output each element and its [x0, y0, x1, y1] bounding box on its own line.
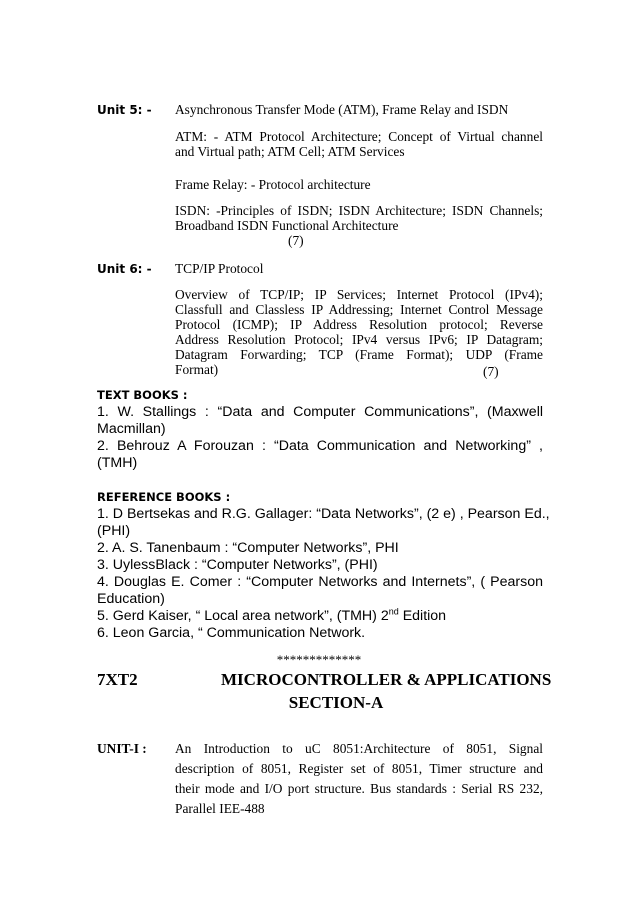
list-item: 6. Leon Garcia, “ Communication Network. — [97, 625, 366, 641]
list-item: (PHI) — [97, 523, 131, 539]
text-books-list — [97, 404, 543, 472]
section-title: SECTION-A — [288, 693, 384, 712]
unit5-frame-relay: Frame Relay: - Protocol architecture — [175, 177, 371, 192]
text-line: Protocol (ICMP); IP Address Resolution protocol; Reverse — [175, 317, 543, 332]
reference-books-list — [97, 506, 550, 642]
list-item: Education) — [97, 591, 165, 607]
unit1-paragraph — [175, 739, 543, 819]
unit5-title: Asynchronous Transfer Mode (ATM), Frame Relay and ISDN — [175, 102, 509, 117]
superscript: nd — [388, 606, 399, 617]
text-line: description of 8051, Register set of 8051, Timer structure and — [175, 761, 543, 776]
text-line: Broadband ISDN Functional Architecture — [175, 218, 399, 233]
text-line: ISDN: -Principles of ISDN; ISDN Architecture; ISDN Channels; — [175, 203, 543, 218]
list-item: (TMH) — [97, 455, 138, 471]
list-item-text: Edition — [398, 608, 447, 624]
unit6-title: TCP/IP Protocol — [175, 261, 264, 276]
text-line: and Virtual path; ATM Cell; ATM Services — [175, 144, 405, 159]
list-item: 1. D Bertsekas and R.G. Gallager: “Data Networks”, (2 e) , Pearson Ed., — [97, 506, 550, 522]
text-line: Format) — [175, 362, 219, 377]
text-line: An Introduction to uC 8051:Architecture of 8051, Signal — [175, 741, 543, 756]
text-line: Datagram Forwarding; TCP (Frame Format); UDP (Frame — [175, 347, 543, 362]
text-line: ATM: - ATM Protocol Architecture; Concept of Virtual channel — [175, 129, 543, 144]
list-item: 2. Behrouz A Forouzan : “Data Communication and Networking” , — [97, 438, 543, 454]
list-item-text: 5. Gerd Kaiser, “ Local area network”, (TMH) 2 — [97, 608, 389, 624]
unit6-label: Unit 6: - — [97, 262, 152, 276]
unit5-label: Unit 5: - — [97, 103, 152, 117]
reference-books-heading: REFERENCE BOOKS : — [97, 490, 231, 504]
unit5-isdn-paragraph — [175, 203, 543, 233]
text-line: Parallel IEE-488 — [175, 801, 265, 816]
unit5-atm-paragraph — [175, 129, 543, 159]
text-line: their mode and I/O port structure. Bus standards : Serial RS 232, — [175, 781, 543, 796]
text-books-heading: TEXT BOOKS : — [97, 388, 188, 402]
unit5-marks: (7) — [288, 233, 304, 248]
list-item: Macmillan) — [97, 421, 166, 437]
unit6-marks: (7) — [483, 364, 499, 379]
course-title: MICROCONTROLLER & APPLICATIONS — [221, 670, 552, 689]
list-item: 1. W. Stallings : “Data and Computer Communications”, (Maxwell — [97, 404, 543, 420]
list-item — [97, 608, 543, 625]
text-line: Classfull and Classless IP Addressing; Internet Control Message — [175, 302, 543, 317]
list-item: 2. A. S. Tanenbaum : “Computer Networks”, PHI — [97, 540, 399, 556]
list-item: 4. Douglas E. Comer : “Computer Networks and Internets”, ( Pearson — [97, 574, 543, 590]
list-item: 3. UylessBlack : “Computer Networks”, (PHI) — [97, 557, 378, 573]
separator: ************* — [276, 652, 362, 667]
text-line: Address Resolution Protocol; IPv4 versus IPv6; IP Datagram; — [175, 332, 543, 347]
text-line: Overview of TCP/IP; IP Services; Internet Protocol (IPv4); — [175, 287, 543, 302]
unit1-label: UNIT-I : — [97, 741, 147, 756]
course-code: 7XT2 — [97, 670, 138, 689]
